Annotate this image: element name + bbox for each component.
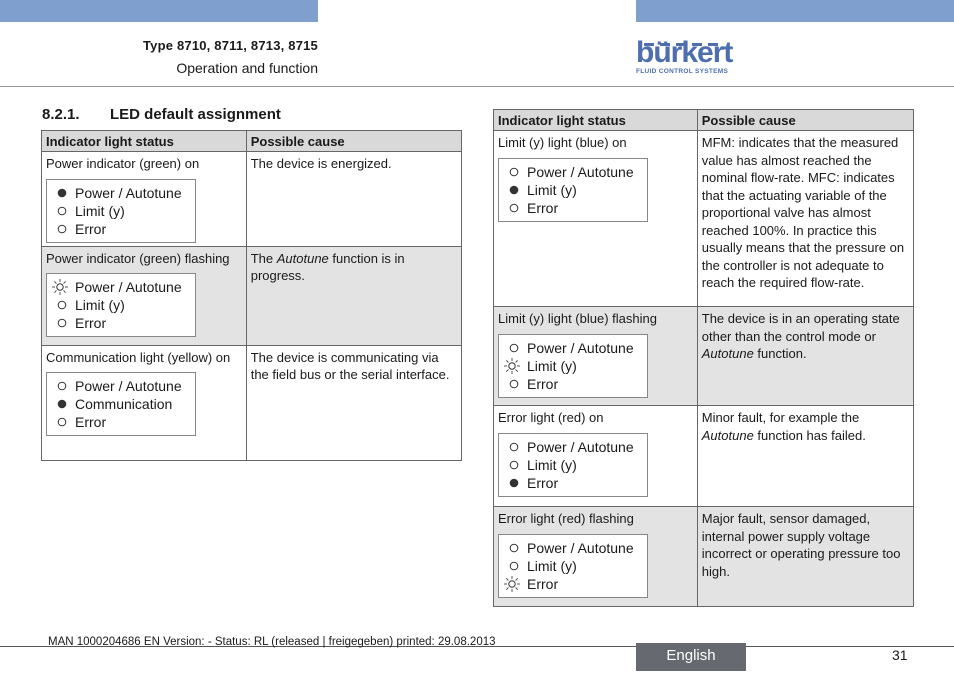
cause-text: function. <box>753 346 807 361</box>
led-panel <box>46 372 196 436</box>
led-flashing-icon <box>503 577 521 591</box>
page-number: 31 <box>892 647 908 663</box>
led-flashing-icon <box>503 359 521 373</box>
led-label: Limit (y) <box>527 181 577 198</box>
led-label: Power / Autotune <box>527 539 634 556</box>
status-cell <box>494 406 698 507</box>
table-row <box>42 246 462 345</box>
led-indicator <box>47 413 195 431</box>
footer-document-info: MAN 1000204686 EN Version: - Status: RL (released | freigegeben) printed: 29.08.2013 <box>48 636 496 648</box>
led-on-icon <box>55 186 69 200</box>
led-off-icon <box>507 559 521 573</box>
status-cell <box>494 307 698 406</box>
top-bar-right <box>636 0 954 22</box>
language-tab: English <box>636 643 746 671</box>
led-indicator <box>499 375 647 393</box>
status-text: Error light (red) flashing <box>498 511 634 526</box>
led-indicator <box>499 163 647 181</box>
led-indicator <box>47 184 195 202</box>
column-header-cause: Possible cause <box>697 110 913 131</box>
led-indicator <box>499 199 647 217</box>
column-header-cause: Possible cause <box>246 131 461 152</box>
cause-emphasis: Autotune <box>276 250 329 266</box>
led-table-right <box>493 109 914 607</box>
led-off-icon <box>55 379 69 393</box>
led-indicator <box>47 278 195 296</box>
led-on-icon <box>507 476 521 490</box>
led-on-icon <box>55 397 69 411</box>
cause-text: MFM: indicates that the measured value has almost reached the nominal flow-rate. MFC: indicates that the actuating variable of the proportional valve has almost reached 100%. In practice this usually means that the pressure on the controller is not adequate to reach the required flow-rate. <box>701 135 905 290</box>
led-label: Limit (y) <box>527 456 577 473</box>
led-indicator <box>499 438 647 456</box>
cause-cell <box>697 131 913 307</box>
section-number: 8.2.1. <box>42 106 80 123</box>
led-indicator <box>47 296 195 314</box>
led-panel <box>46 273 196 337</box>
header-divider <box>0 86 954 87</box>
led-indicator <box>47 314 195 332</box>
table-row <box>494 307 914 406</box>
led-indicator <box>499 456 647 474</box>
led-panel <box>46 179 196 243</box>
cause-text: The device is in an operating state other than the control mode or <box>701 311 900 344</box>
led-indicator <box>499 339 647 357</box>
status-text: Limit (y) light (blue) on <box>498 135 627 150</box>
led-off-icon <box>55 316 69 330</box>
led-label: Limit (y) <box>75 297 125 313</box>
led-indicator <box>47 202 195 220</box>
cause-text: function is in progress. <box>250 250 405 283</box>
cause-text: The <box>250 250 277 266</box>
table-row <box>42 345 462 460</box>
status-cell <box>494 131 698 307</box>
led-label: Communication <box>75 396 173 412</box>
led-off-icon <box>507 201 521 215</box>
table-row <box>494 131 914 307</box>
cause-cell <box>697 507 913 607</box>
cause-cell <box>246 345 461 460</box>
led-indicator <box>499 557 647 575</box>
led-off-icon <box>55 298 69 312</box>
led-indicator <box>499 474 647 492</box>
section-title: LED default assignment <box>110 106 281 123</box>
led-label: Error <box>527 575 559 592</box>
led-panel <box>498 158 648 222</box>
column-header-status: Indicator light status <box>42 131 247 152</box>
led-panel <box>498 534 648 598</box>
led-table-left <box>41 130 462 461</box>
logo-tagline: FLUID CONTROL SYSTEMS <box>636 68 729 75</box>
led-label: Error <box>75 220 107 237</box>
led-label: Error <box>75 414 107 430</box>
led-indicator <box>47 395 195 413</box>
led-off-icon <box>55 415 69 429</box>
led-off-icon <box>55 222 69 236</box>
led-indicator <box>499 357 647 375</box>
cause-text: Major fault, sensor damaged, internal power supply voltage incorrect or operating pressure too high. <box>701 511 901 579</box>
document-subtitle: Operation and function <box>176 60 318 76</box>
status-cell <box>494 507 698 607</box>
led-off-icon <box>55 204 69 218</box>
cause-cell <box>246 152 461 247</box>
led-label: Limit (y) <box>527 357 577 374</box>
led-indicator <box>47 220 195 238</box>
cause-text: The device is communicating via the field bus or the serial interface. <box>250 349 450 382</box>
status-cell <box>42 345 247 460</box>
section-heading <box>42 106 281 123</box>
status-text: Limit (y) light (blue) flashing <box>498 311 657 326</box>
status-text: Error light (red) on <box>498 410 604 425</box>
status-text: Power indicator (green) on <box>46 156 200 171</box>
led-off-icon <box>507 165 521 179</box>
led-panel <box>498 334 648 398</box>
cause-emphasis: Autotune <box>701 427 754 443</box>
led-on-icon <box>507 183 521 197</box>
cause-text: Minor fault, for example the <box>701 410 860 425</box>
led-label: Power / Autotune <box>527 339 634 356</box>
table-row <box>494 406 914 507</box>
led-label: Error <box>527 199 559 216</box>
table-row <box>42 152 462 247</box>
led-label: Power / Autotune <box>75 378 182 394</box>
led-label: Power / Autotune <box>527 438 634 455</box>
led-off-icon <box>507 377 521 391</box>
led-flashing-icon <box>51 280 69 294</box>
led-off-icon <box>507 541 521 555</box>
top-bar-left <box>0 0 318 22</box>
cause-text: The device is energized. <box>250 156 392 171</box>
led-indicator <box>499 575 647 593</box>
led-label: Power / Autotune <box>527 163 634 180</box>
led-label: Limit (y) <box>75 202 125 219</box>
led-off-icon <box>507 458 521 472</box>
status-text: Communication light (yellow) on <box>46 349 231 365</box>
status-cell <box>42 246 247 345</box>
logo-wordmark: bürkert <box>636 36 733 69</box>
led-panel <box>498 433 648 497</box>
status-cell <box>42 152 247 247</box>
burkert-logo <box>636 38 736 80</box>
led-label: Power / Autotune <box>75 184 182 201</box>
led-label: Error <box>527 474 559 491</box>
led-label: Power / Autotune <box>75 279 182 295</box>
cause-cell <box>697 307 913 406</box>
cause-text: function has failed. <box>753 427 866 443</box>
cause-cell <box>246 246 461 345</box>
led-label: Error <box>527 375 559 392</box>
led-off-icon <box>507 440 521 454</box>
led-indicator <box>499 181 647 199</box>
table-row <box>494 507 914 607</box>
led-label: Limit (y) <box>527 557 577 574</box>
cause-emphasis: Autotune <box>701 346 754 361</box>
led-off-icon <box>507 341 521 355</box>
document-title: Type 8710, 8711, 8713, 8715 <box>142 38 318 53</box>
column-header-status: Indicator light status <box>494 110 698 131</box>
led-label: Error <box>75 315 107 331</box>
led-indicator <box>499 539 647 557</box>
led-indicator <box>47 377 195 395</box>
status-text: Power indicator (green) flashing <box>46 250 230 266</box>
cause-cell <box>697 406 913 507</box>
